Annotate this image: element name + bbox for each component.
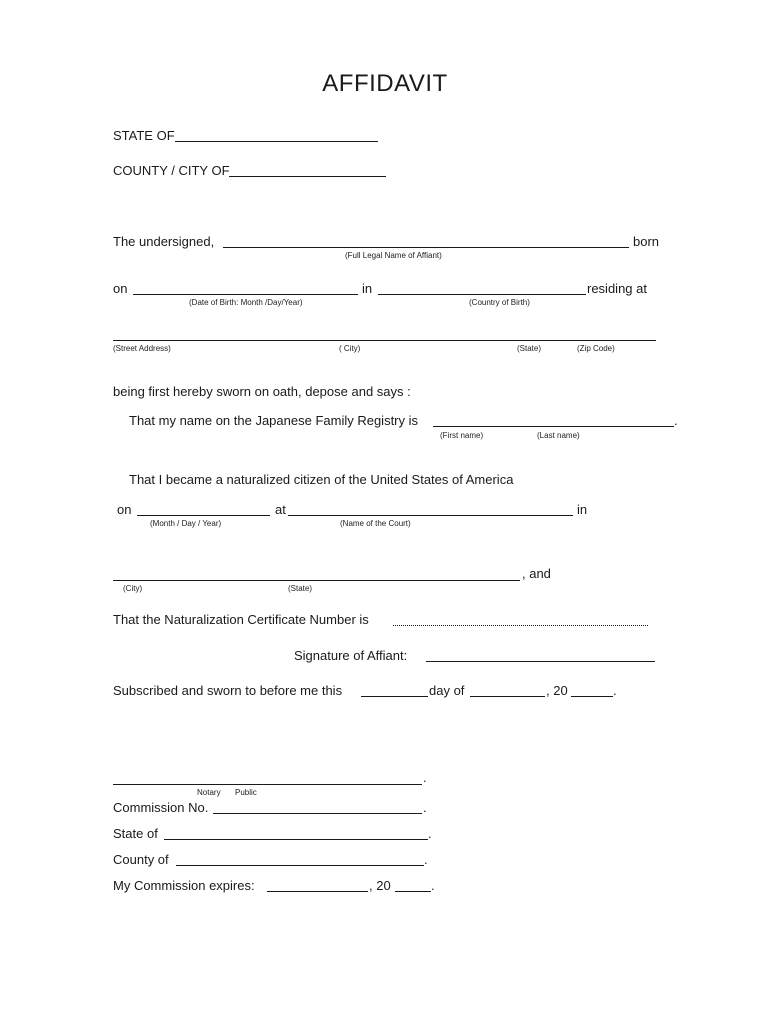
naturalized-text: That I became a naturalized citizen of the United States of America xyxy=(129,472,514,487)
registry-period: . xyxy=(674,413,678,428)
registry-name-label: That my name on the Japanese Family Registry is xyxy=(129,413,419,428)
commission-expires-period: . xyxy=(431,878,435,893)
subscribed-month-blank[interactable] xyxy=(470,696,545,697)
on-label-2: on xyxy=(117,502,132,517)
year-prefix-label-2: , 20 xyxy=(369,878,391,893)
state-of-label: STATE OF xyxy=(113,128,175,143)
state-of-blank[interactable] xyxy=(175,141,378,142)
year-prefix-label: , 20 xyxy=(546,683,568,698)
notary-county-period: . xyxy=(424,852,428,867)
day-of-label: day of xyxy=(429,683,465,698)
subscribed-day-blank[interactable] xyxy=(361,696,428,697)
at-label: at xyxy=(275,502,286,517)
notary-period: . xyxy=(423,770,427,785)
country-of-birth-hint: (Country of Birth) xyxy=(469,298,530,307)
notary-state-blank[interactable] xyxy=(164,839,428,840)
city-hint-2: (City) xyxy=(123,584,143,593)
state-of-label-2: State of xyxy=(113,826,158,841)
notary-signature-blank[interactable] xyxy=(113,784,422,785)
subscribed-year-blank[interactable] xyxy=(571,696,613,697)
county-city-label: COUNTY / CITY OF xyxy=(113,163,230,178)
subscribed-period: . xyxy=(613,683,617,698)
in-label: in xyxy=(362,281,373,296)
commission-expires-label: My Commission expires: xyxy=(113,878,255,893)
notary-state-period: . xyxy=(428,826,432,841)
certificate-number-label: That the Naturalization Certificate Number is xyxy=(113,612,369,627)
address-blank[interactable] xyxy=(113,340,656,341)
born-label: born xyxy=(633,234,660,249)
last-name-hint: (Last name) xyxy=(537,431,580,440)
undersigned-label: The undersigned, xyxy=(113,234,215,249)
state-hint: (State) xyxy=(517,344,542,353)
court-city-state-blank[interactable] xyxy=(113,580,520,581)
signature-label: Signature of Affiant: xyxy=(294,648,408,663)
signature-blank[interactable] xyxy=(426,661,655,662)
street-address-hint: (Street Address) xyxy=(113,344,171,353)
notary-label: Notary xyxy=(197,788,221,797)
county-of-label: County of xyxy=(113,852,169,867)
on-label: on xyxy=(113,281,128,296)
mdy-hint: (Month / Day / Year) xyxy=(150,519,222,528)
date-of-birth-blank[interactable] xyxy=(133,294,358,295)
commission-expires-date-blank[interactable] xyxy=(267,891,368,892)
residing-at-label: residing at xyxy=(587,281,647,296)
court-name-hint: (Name of the Court) xyxy=(340,519,411,528)
public-label: Public xyxy=(235,788,257,797)
zip-code-hint: (Zip Code) xyxy=(577,344,615,353)
document-title: AFFIDAVIT xyxy=(322,70,448,97)
commission-no-period: . xyxy=(423,800,427,815)
full-legal-name-blank[interactable] xyxy=(223,247,629,248)
and-label: , and xyxy=(522,566,551,581)
notary-county-blank[interactable] xyxy=(176,865,424,866)
naturalization-date-blank[interactable] xyxy=(137,515,270,516)
court-name-blank[interactable] xyxy=(288,515,573,516)
commission-expires-year-blank[interactable] xyxy=(395,891,431,892)
city-hint: ( City) xyxy=(339,344,361,353)
commission-no-label: Commission No. xyxy=(113,800,209,815)
certificate-number-blank[interactable] xyxy=(393,625,648,626)
dob-hint: (Date of Birth: Month /Day/Year) xyxy=(189,298,303,307)
in-label-2: in xyxy=(577,502,588,517)
full-legal-name-hint: (Full Legal Name of Affiant) xyxy=(345,251,442,260)
subscribed-label: Subscribed and sworn to before me this xyxy=(113,683,343,698)
country-of-birth-blank[interactable] xyxy=(378,294,586,295)
registry-name-blank[interactable] xyxy=(433,426,674,427)
sworn-oath-text: being first hereby sworn on oath, depose and says : xyxy=(113,384,411,399)
county-city-blank[interactable] xyxy=(229,176,386,177)
commission-no-blank[interactable] xyxy=(213,813,422,814)
first-name-hint: (First name) xyxy=(440,431,484,440)
state-hint-2: (State) xyxy=(288,584,313,593)
